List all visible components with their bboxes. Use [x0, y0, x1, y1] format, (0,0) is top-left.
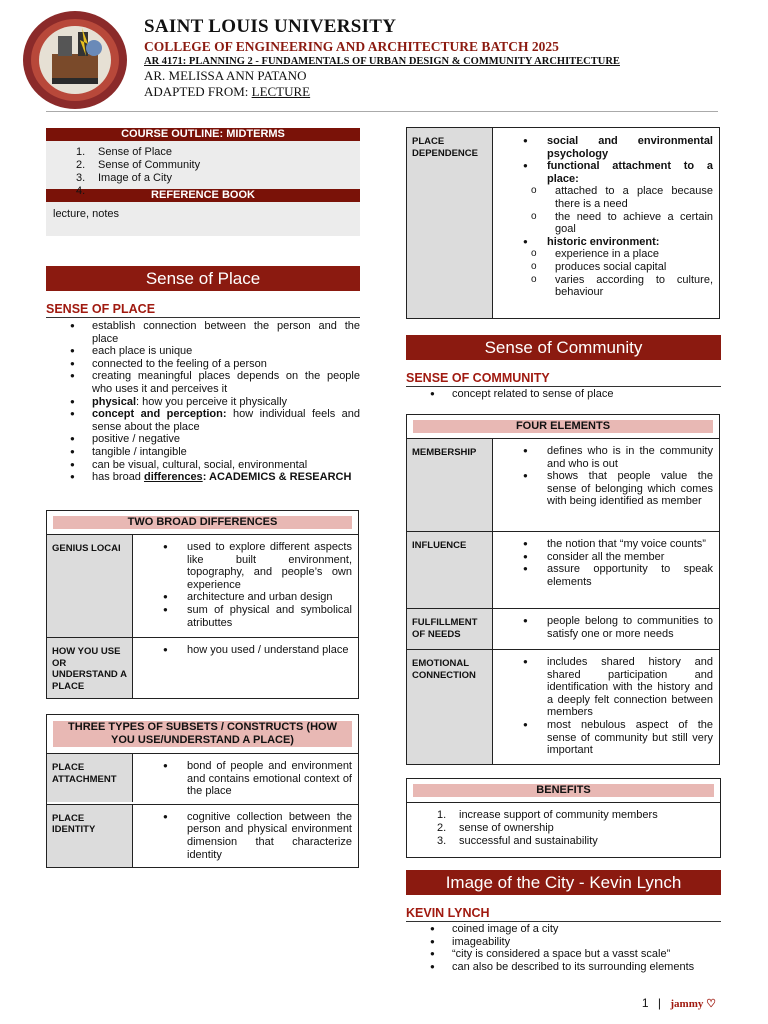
- sense-of-community-heading: SENSE OF COMMUNITY: [406, 371, 721, 387]
- list-item: ● can also be described to its surrounding elements: [406, 961, 721, 974]
- list-item: ● social and environmental psychology: [493, 135, 713, 160]
- page-number: 1: [641, 996, 649, 1010]
- list-item: 1. increase support of community members: [437, 809, 658, 821]
- list-item: ● most nebulous aspect of the sense of community but still very important: [493, 719, 713, 757]
- list-item: ● used to explore different aspects like built environment, topography, and people’s own experience: [133, 541, 352, 591]
- course-title: AR 4171: PLANNING 2 - FUNDAMENTALS OF URBAN DESIGN & COMMUNITY ARCHITECTURE: [144, 56, 620, 67]
- row-label: FULFILLMENT OF NEEDS: [407, 609, 493, 649]
- table-row: [407, 438, 719, 531]
- list-item: ● bond of people and environment and contains emotional context of the place: [133, 760, 352, 798]
- table-row: [47, 534, 358, 637]
- header-divider: [46, 111, 718, 112]
- table-title: FOUR ELEMENTS: [413, 420, 713, 433]
- list-item: ● “city is considered a space but a vasst scale”: [406, 948, 721, 961]
- list-item: ● coined image of a city: [406, 923, 721, 936]
- list-item: o varies according to culture, behaviour: [493, 274, 713, 299]
- sense-of-community-banner: Sense of Community: [406, 335, 721, 360]
- table-row: [47, 804, 358, 867]
- list-item: ● functional attachment to a place:: [493, 160, 713, 185]
- list-item: ● people belong to communities to satisfy one or more needs: [493, 615, 713, 640]
- kevin-lynch-section: [406, 906, 721, 973]
- list-item: ● architecture and urban design: [133, 591, 352, 604]
- two-broad-differences-table: [46, 510, 359, 699]
- list-item: o produces social capital: [493, 261, 713, 274]
- list-item: ● tangible / intangible: [46, 446, 360, 459]
- list-item: ● historic environment:: [493, 236, 713, 249]
- row-label: GENIUS LOCAI: [47, 535, 133, 637]
- list-item: ● each place is unique: [46, 345, 360, 358]
- row-label: PLACE DEPENDENCE: [407, 128, 493, 318]
- university-seal-logo: [22, 10, 128, 110]
- list-item: ● cognitive collection between the person and physical environment dimension that characterize identity: [133, 811, 352, 861]
- document-header: [144, 16, 714, 100]
- table-title: TWO BROAD DIFFERENCES: [53, 516, 352, 529]
- sense-of-place-section: [46, 302, 360, 484]
- list-item: 2. Sense of Community: [76, 159, 201, 171]
- table-row: [407, 128, 719, 318]
- sense-of-place-heading: SENSE OF PLACE: [46, 302, 360, 318]
- list-item: ● establish connection between the person and the place: [46, 320, 360, 345]
- sense-of-place-list: [46, 320, 360, 484]
- list-item: 1. Sense of Place: [76, 146, 172, 158]
- list-item: ● consider all the member: [493, 551, 713, 564]
- list-item: ● creating meaningful places depends on the people who uses it and perceives it: [46, 370, 360, 395]
- reference-title: REFERENCE BOOK: [46, 189, 360, 202]
- list-item: 2. sense of ownership: [437, 822, 554, 834]
- footer-author: jammy ♡: [670, 998, 716, 1010]
- sense-of-community-section: [406, 371, 721, 401]
- four-elements-table: [406, 414, 720, 765]
- adapted-source: LECTURE: [251, 84, 311, 99]
- list-item: ● imageability: [406, 936, 721, 949]
- three-types-table: [46, 714, 359, 868]
- table-row: [407, 531, 719, 608]
- list-item: ● concept and perception: how individual feels and sense about the place: [46, 408, 360, 433]
- kevin-lynch-heading: KEVIN LYNCH: [406, 906, 721, 922]
- row-label: HOW YOU USE OR UNDERSTAND A PLACE: [47, 638, 133, 698]
- adapted-from: ADAPTED FROM: LECTURE: [144, 84, 311, 99]
- list-item: ● how you used / understand place: [133, 644, 352, 657]
- list-item: ● defines who is in the community and who is out: [493, 445, 713, 470]
- list-item: ● positive / negative: [46, 433, 360, 446]
- table-row: [47, 637, 358, 698]
- college-name: COLLEGE OF ENGINEERING AND ARCHITECTURE BATCH 2025: [144, 39, 559, 54]
- list-item: ● has broad differences: ACADEMICS & RESEARCH: [46, 471, 360, 484]
- university-name: SAINT LOUIS UNIVERSITY: [144, 16, 397, 37]
- list-item: ● sum of physical and symbolical atributtes: [133, 604, 352, 629]
- table-title: BENEFITS: [413, 784, 714, 797]
- row-label: PLACE ATTACHMENT: [47, 754, 133, 802]
- page-footer: [642, 996, 716, 1010]
- benefits-table: [406, 778, 721, 858]
- table-title: THREE TYPES OF SUBSETS / CONSTRUCTS (HOW YOU USE/UNDERSTAND A PLACE): [53, 721, 352, 747]
- row-label: EMOTIONAL CONNECTION: [407, 650, 493, 764]
- footer-separator: |: [657, 996, 662, 1010]
- list-item: o experience in a place: [493, 248, 713, 261]
- list-item: ● concept related to sense of place: [406, 388, 721, 401]
- list-item: o attached to a place because there is a need: [493, 185, 713, 210]
- row-label: PLACE IDENTITY: [47, 805, 133, 867]
- outline-list: 1. Sense of Place 2. Sense of Community 3. Image of a City 4.: [46, 146, 360, 185]
- course-outline: [46, 128, 360, 236]
- row-label: MEMBERSHIP: [407, 439, 493, 531]
- image-of-city-banner: Image of the City - Kevin Lynch: [406, 870, 721, 895]
- list-item: 3. successful and sustainability: [437, 835, 598, 847]
- list-item: ● connected to the feeling of a person: [46, 358, 360, 371]
- list-item: ● includes shared history and shared participation and identification with the history and a deeply felt connection between members: [493, 656, 713, 719]
- list-item: ● can be visual, cultural, social, environmental: [46, 459, 360, 472]
- list-item: 3. Image of a City: [76, 172, 172, 184]
- sense-of-place-banner: Sense of Place: [46, 266, 360, 291]
- table-row: [407, 649, 719, 764]
- table-row: [47, 753, 358, 804]
- place-dependence-table: [406, 127, 720, 319]
- row-label: INFLUENCE: [407, 532, 493, 608]
- course-outline-title: COURSE OUTLINE: MIDTERMS: [46, 128, 360, 141]
- table-row: [407, 608, 719, 649]
- list-item: ● the notion that “my voice counts”: [493, 538, 713, 551]
- list-item: o the need to achieve a certain goal: [493, 211, 713, 236]
- list-item: ● physical: how you perceive it physically: [46, 396, 360, 409]
- instructor-name: AR. MELISSA ANN PATANO: [144, 68, 307, 83]
- list-item: ● shows that people value the sense of belonging which comes with being identified as member: [493, 470, 713, 508]
- list-item: ● assure opportunity to speak elements: [493, 563, 713, 588]
- reference-text: lecture, notes: [53, 208, 120, 220]
